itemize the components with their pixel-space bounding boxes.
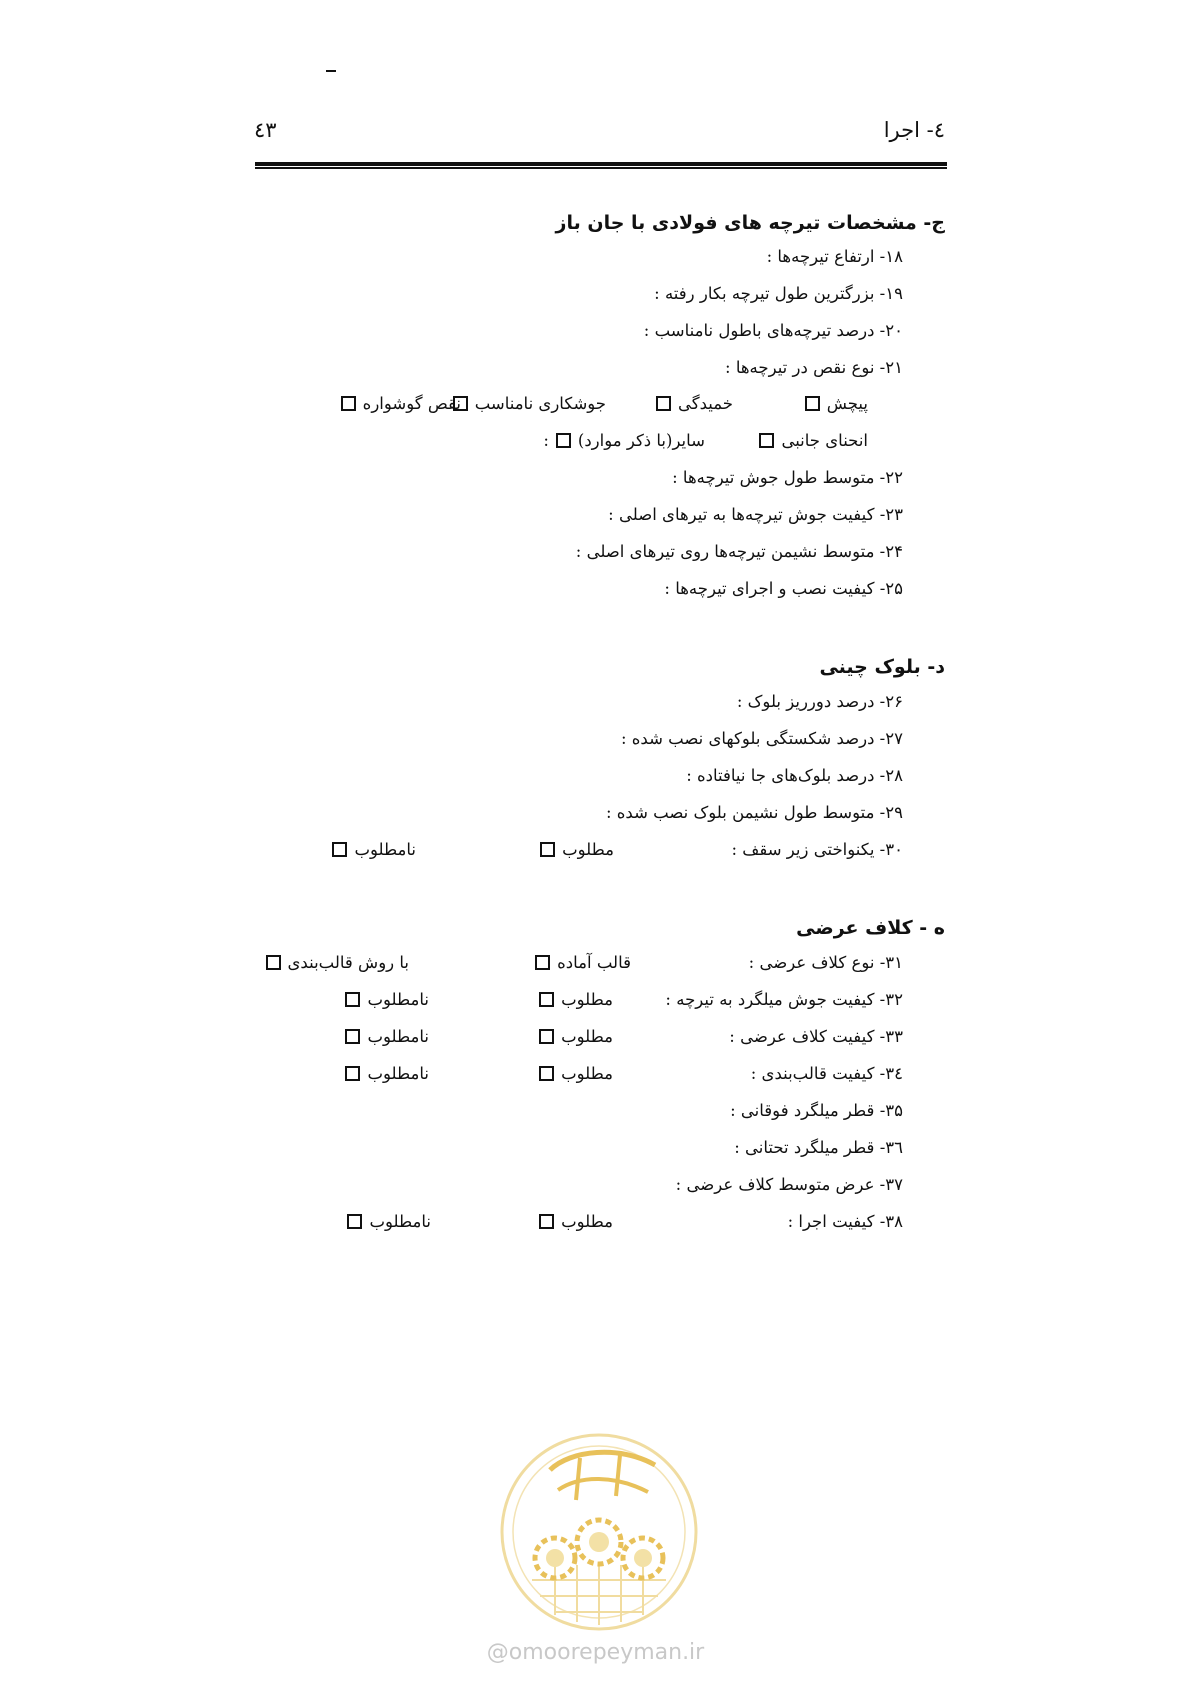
q32-bad: [345, 990, 429, 1009]
item-21: ۲۱- نوع نقص در تیرچه‌ها :: [725, 358, 903, 377]
header-rule: [255, 162, 947, 166]
checkbox-q34-good[interactable]: [539, 1066, 554, 1081]
section-d-title: د- بلوک چینی: [819, 656, 945, 678]
watermark-at-icon: @: [486, 1640, 509, 1665]
checkbox-q31-formwork[interactable]: [266, 955, 281, 970]
item-35: ۳۵- قطر میلگرد فوقانی :: [730, 1101, 903, 1120]
item-23: ۲۳- کیفیت جوش تیرچه‌ها به تیرهای اصلی :: [608, 505, 903, 524]
option-lateral-curve: [759, 431, 868, 450]
option-earring-defect: [341, 394, 461, 413]
option-twist-label: پیچش: [826, 394, 868, 413]
checkbox-q33-bad[interactable]: [345, 1029, 360, 1044]
q33-bad: [345, 1027, 429, 1046]
item-20: ۲۰- درصد تیرچه‌های باطول نامناسب :: [643, 321, 903, 340]
q31-ready-form-label: قالب آماده: [557, 953, 631, 972]
item-29: ۲۹- متوسط طول نشیمن بلوک نصب شده :: [605, 803, 903, 822]
chapter-title: ٤- اجرا: [883, 118, 945, 142]
q30-bad-label: نامطلوب: [354, 840, 416, 859]
item-38: ۳۸- کیفیت اجرا :: [787, 1212, 903, 1231]
item-25: ۲۵- کیفیت نصب و اجرای تیرچه‌ها :: [664, 579, 903, 598]
q34-bad: [345, 1064, 429, 1083]
option-twist: [805, 394, 868, 413]
item-37: ۳۷- عرض متوسط کلاف عرضی :: [675, 1175, 903, 1194]
checkbox-q34-bad[interactable]: [345, 1066, 360, 1081]
item-30: ۳۰- یکنواختی زیر سقف :: [731, 840, 903, 859]
watermark-url-text: omoorepeyman.ir: [508, 1640, 705, 1665]
q30-bad: [332, 840, 416, 859]
checkbox-q38-good[interactable]: [539, 1214, 554, 1229]
watermark-logo: [480, 1430, 718, 1635]
checkbox-other[interactable]: [556, 433, 571, 448]
option-bad-weld: [453, 394, 606, 413]
q38-good: [539, 1212, 613, 1231]
q38-bad-label: نامطلوب: [369, 1212, 431, 1231]
q31-ready-form: [535, 953, 631, 972]
checkbox-q38-bad[interactable]: [347, 1214, 362, 1229]
option-bend: [656, 394, 733, 413]
checkbox-q30-bad[interactable]: [332, 842, 347, 857]
item-26: ۲۶- درصد دورریز بلوک :: [736, 692, 903, 711]
q32-good: [539, 990, 613, 1009]
option-other: [543, 431, 705, 450]
checkbox-q32-bad[interactable]: [345, 992, 360, 1007]
header-rule-thin: [255, 167, 947, 169]
item-27: ۲۷- درصد شکستگی بلوکهای نصب شده :: [620, 729, 903, 748]
checkbox-q31-ready-form[interactable]: [535, 955, 550, 970]
q34-bad-label: نامطلوب: [367, 1064, 429, 1083]
item-32: ۳۲- کیفیت جوش میلگرد به تیرچه :: [665, 990, 903, 1009]
stray-mark: [326, 70, 336, 72]
item-24: ۲۴- متوسط نشیمن تیرچه‌ها روی تیرهای اصلی :: [575, 542, 903, 561]
q34-good: [539, 1064, 613, 1083]
section-e-title: ه - کلاف عرضی: [796, 917, 945, 939]
q31-formwork: [266, 953, 409, 972]
q30-good: [540, 840, 614, 859]
item-34: ۳٤- کیفیت قالب‌بندی :: [750, 1064, 903, 1083]
q30-good-label: مطلوب: [562, 840, 614, 859]
item-19: ۱۹- بزرگترین طول تیرچه بکار رفته :: [654, 284, 903, 303]
checkbox-q32-good[interactable]: [539, 992, 554, 1007]
item-36: ۳٦- قطر میلگرد تحتانی :: [734, 1138, 903, 1157]
q31-formwork-label: با روش قالب‌بندی: [287, 953, 409, 972]
q33-good: [539, 1027, 613, 1046]
item-28: ۲۸- درصد بلوک‌های جا نیافتاده :: [686, 766, 903, 785]
q33-bad-label: نامطلوب: [367, 1027, 429, 1046]
item-33: ۳۳- کیفیت کلاف عرضی :: [729, 1027, 903, 1046]
q32-bad-label: نامطلوب: [367, 990, 429, 1009]
page-number: ٤٣: [254, 118, 277, 142]
checkbox-bend[interactable]: [656, 396, 671, 411]
item-31: ۳۱- نوع کلاف عرضی :: [748, 953, 903, 972]
option-lateral-curve-label: انحنای جانبی: [781, 431, 868, 450]
q38-good-label: مطلوب: [561, 1212, 613, 1231]
checkbox-lateral-curve[interactable]: [759, 433, 774, 448]
option-other-label: سایر(با ذکر موارد): [577, 431, 705, 450]
item-18: ۱۸- ارتفاع تیرچه‌ها :: [766, 247, 903, 266]
section-c-title: ج- مشخصات تیرچه های فولادی با جان باز: [555, 212, 945, 234]
q34-good-label: مطلوب: [561, 1064, 613, 1083]
checkbox-twist[interactable]: [805, 396, 820, 411]
checkbox-earring-defect[interactable]: [341, 396, 356, 411]
item-22: ۲۲- متوسط طول جوش تیرچه‌ها :: [672, 468, 903, 487]
option-earring-defect-label: نقص گوشواره: [362, 394, 461, 413]
option-bend-label: خمیدگی: [678, 394, 733, 413]
q33-good-label: مطلوب: [561, 1027, 613, 1046]
q32-good-label: مطلوب: [561, 990, 613, 1009]
option-bad-weld-label: جوشکاری نامناسب: [474, 394, 606, 413]
q38-bad: [347, 1212, 431, 1231]
option-other-colon: :: [543, 431, 549, 450]
checkbox-q33-good[interactable]: [539, 1029, 554, 1044]
watermark-url: [0, 1640, 1191, 1665]
checkbox-q30-good[interactable]: [540, 842, 555, 857]
